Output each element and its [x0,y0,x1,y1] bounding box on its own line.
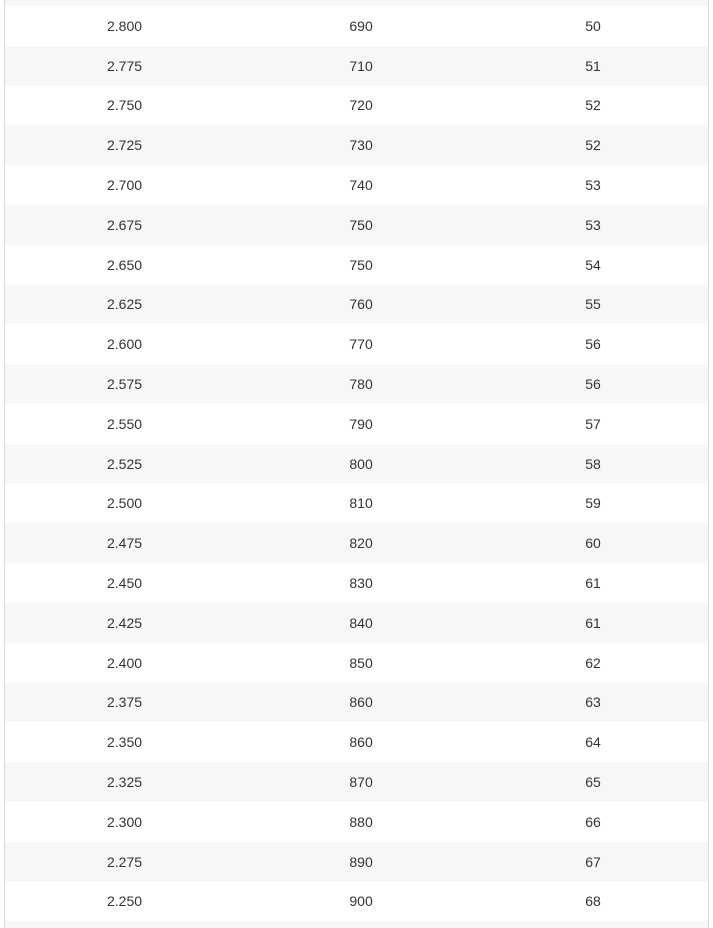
table-row [5,285,708,325]
cell-col-2: 750 [349,256,373,273]
cell-col-2: 880 [349,813,373,830]
cell-col-1: 2.250 [106,893,143,910]
cell-col-3: 61 [585,614,601,631]
cell-col-3: 62 [585,654,601,671]
cell-col-3: 55 [585,296,601,313]
table-row [5,484,708,524]
cell-col-2: 900 [349,893,373,910]
cell-col-2: 830 [349,575,373,592]
cell-col-2: 770 [349,336,373,353]
cell-col-3: 52 [585,137,601,154]
table-row [5,404,708,444]
cell-col-1: 2.500 [106,495,143,512]
cell-col-3: 66 [585,813,601,830]
table-row [5,364,708,404]
cell-col-3: 50 [585,17,601,34]
cell-col-1: 2.675 [106,216,143,233]
cell-col-2: 760 [349,296,373,313]
cell-col-3: 65 [585,774,601,791]
cell-col-3: 59 [585,495,601,512]
cell-col-2: 850 [349,654,373,671]
cell-col-1: 2.725 [106,137,143,154]
cell-col-2: 780 [349,376,373,393]
cell-col-2: 690 [349,17,373,34]
table-row [5,324,708,364]
table-row [5,882,708,922]
table-row [5,165,708,205]
cell-col-2: 840 [349,614,373,631]
table-row [5,563,708,603]
cell-col-3: 57 [585,415,601,432]
table-row [5,523,708,563]
cell-col-1: 2.525 [106,455,143,472]
table-row [5,245,708,285]
cell-col-1: 2.300 [106,813,143,830]
cell-col-3: 61 [585,575,601,592]
cell-col-2: 740 [349,177,373,194]
cell-col-1: 2.700 [106,177,143,194]
cell-col-1: 2.375 [106,694,143,711]
data-table-container [4,0,709,928]
cell-col-2: 810 [349,495,373,512]
cell-col-1: 2.775 [106,57,143,74]
cell-col-2: 870 [349,774,373,791]
cell-col-1: 2.475 [106,535,143,552]
table-row [5,762,708,802]
data-table [5,6,708,921]
cell-col-3: 53 [585,216,601,233]
cell-col-1: 2.800 [106,17,143,34]
cell-col-2: 820 [349,535,373,552]
table-row [5,643,708,683]
cell-col-3: 56 [585,336,601,353]
table-row [5,46,708,86]
cell-col-1: 2.750 [106,97,143,114]
cell-col-3: 53 [585,177,601,194]
table-row [5,125,708,165]
cell-col-1: 2.450 [106,575,143,592]
cell-col-1: 2.325 [106,774,143,791]
cell-col-1: 2.400 [106,654,143,671]
cell-col-3: 60 [585,535,601,552]
cell-col-1: 2.625 [106,296,143,313]
cell-col-2: 800 [349,455,373,472]
cell-col-3: 51 [585,57,601,74]
cell-col-2: 730 [349,137,373,154]
table-row [5,683,708,723]
cell-col-1: 2.425 [106,614,143,631]
table-row [5,86,708,126]
next-row-edge [5,921,708,928]
cell-col-3: 63 [585,694,601,711]
table-row [5,205,708,245]
table-row [5,842,708,882]
cell-col-3: 58 [585,455,601,472]
cell-col-1: 2.275 [106,853,143,870]
cell-col-2: 790 [349,415,373,432]
cell-col-2: 860 [349,694,373,711]
cell-col-3: 56 [585,376,601,393]
table-row [5,722,708,762]
cell-col-3: 64 [585,734,601,751]
cell-col-3: 68 [585,893,601,910]
cell-col-1: 2.550 [106,415,143,432]
table-row [5,6,708,46]
cell-col-3: 54 [585,256,601,273]
table-row [5,802,708,842]
cell-col-2: 860 [349,734,373,751]
table-row [5,603,708,643]
cell-col-1: 2.575 [106,376,143,393]
cell-col-3: 52 [585,97,601,114]
cell-col-2: 710 [349,57,373,74]
cell-col-1: 2.350 [106,734,143,751]
table-body [5,6,708,921]
cell-col-2: 750 [349,216,373,233]
cell-col-2: 890 [349,853,373,870]
cell-col-2: 720 [349,97,373,114]
table-row [5,444,708,484]
cell-col-1: 2.600 [106,336,143,353]
cell-col-3: 67 [585,853,601,870]
cell-col-1: 2.650 [106,256,143,273]
